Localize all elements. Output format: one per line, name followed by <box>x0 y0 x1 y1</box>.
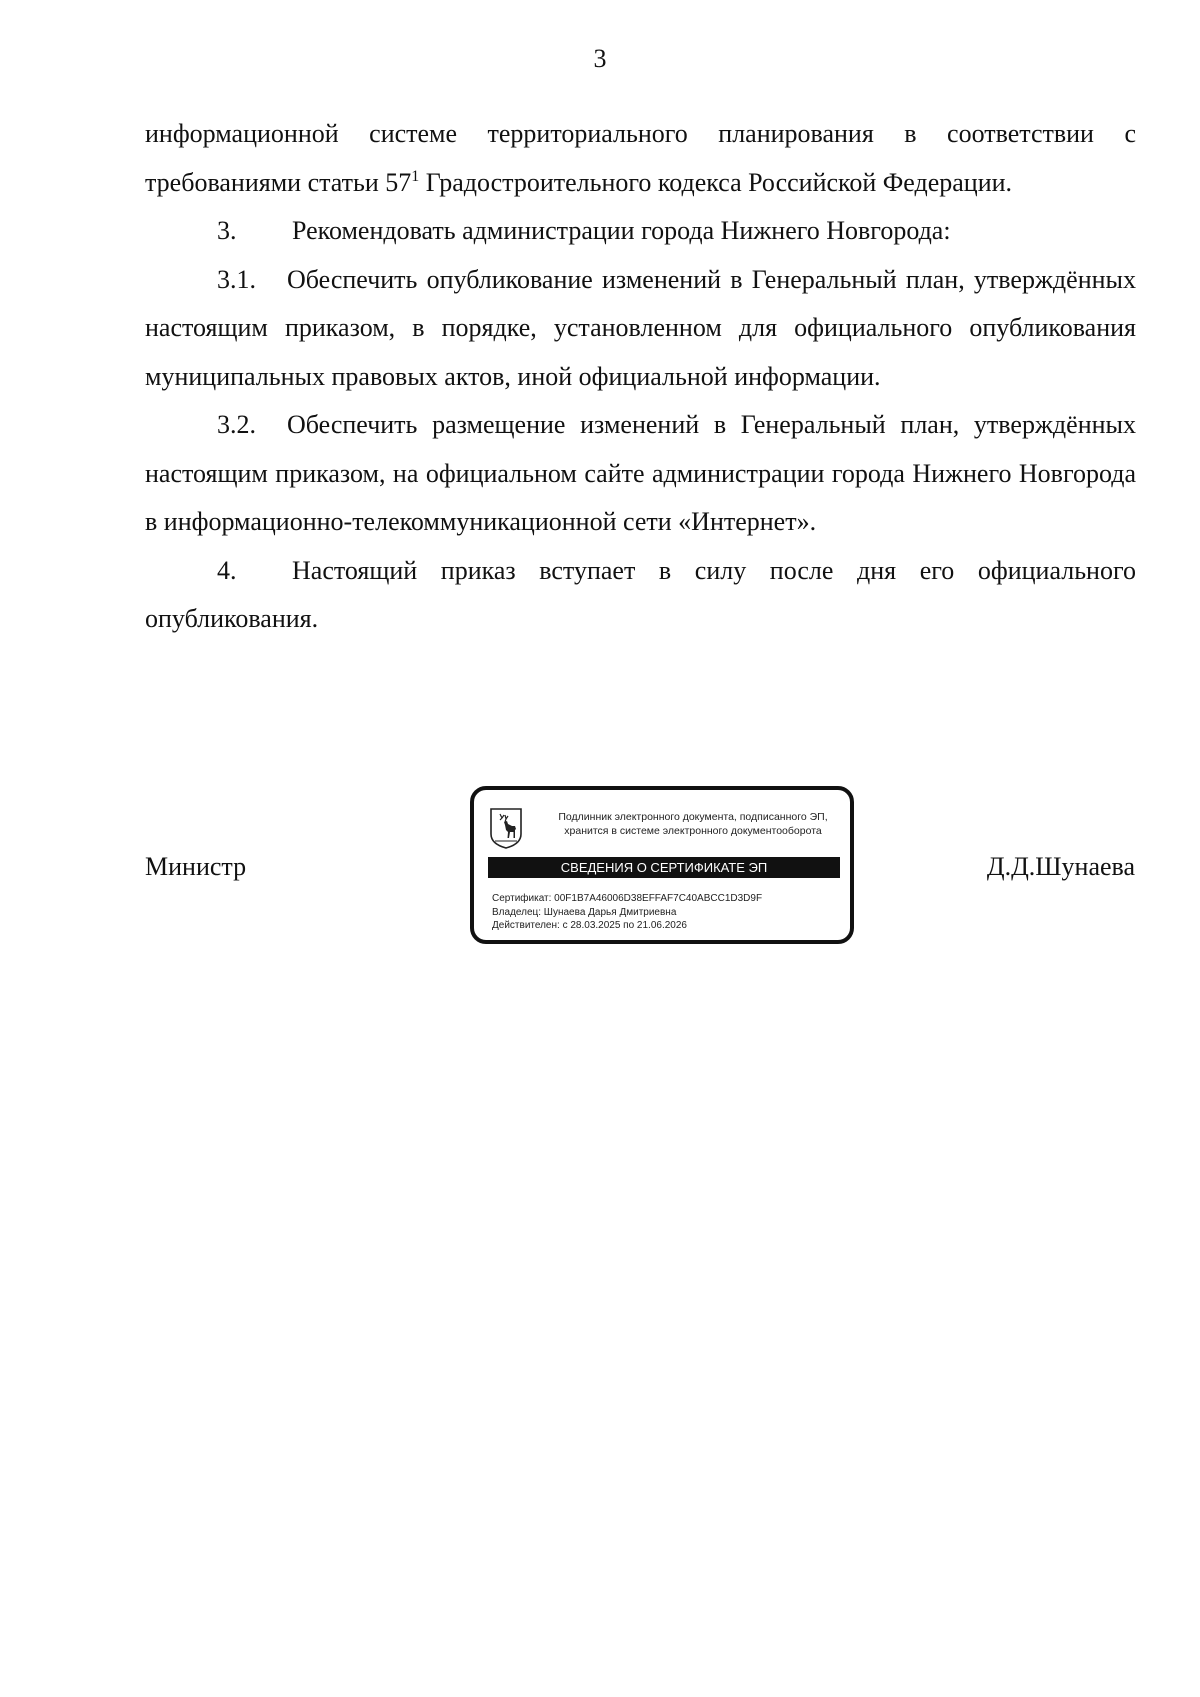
paragraph-3-1 <box>145 256 1136 402</box>
paragraph-4 <box>145 547 1136 644</box>
document-body <box>145 110 1136 644</box>
paragraph-number: 4. <box>217 555 237 585</box>
paragraph-text: информационной системе территориального планирования в соответствии с требованиями статьи 57 <box>145 119 1136 197</box>
paragraph-text: Рекомендовать администрации города Нижнего Новгорода: <box>292 216 951 245</box>
deer-emblem-icon <box>488 806 524 850</box>
stamp-header-line: Подлинник электронного документа, подписанного ЭП, <box>558 811 828 823</box>
paragraph-text: Обеспечить размещение изменений в Генеральный план, утверждённых настоящим приказом, на официальном сайте администрации города Нижнего Новгорода в информационно-телекоммуникационной сети «Интернет». <box>145 410 1136 536</box>
paragraph-number: 3.2. <box>217 410 256 439</box>
certificate-details <box>492 892 762 933</box>
paragraph-number: 3. <box>217 216 237 245</box>
paragraph-text: Обеспечить опубликование изменений в Генеральный план, утверждённых настоящим приказом, в порядке, установленном для официального опубликования муниципальных правовых актов, иной официальной информации. <box>145 264 1136 391</box>
paragraph-text: Настоящий приказ вступает в силу после дня его официального опубликования. <box>145 555 1136 633</box>
paragraph-3 <box>145 207 1136 256</box>
electronic-signature-stamp <box>470 786 854 944</box>
certificate-info-title: СВЕДЕНИЯ О СЕРТИФИКАТЕ ЭП <box>488 857 840 878</box>
signatory-name: Д.Д.Шунаева <box>986 852 1135 881</box>
certificate-serial: Сертификат: 00F1B7A46006D38EFFAF7C40ABCC1D3D9F <box>492 893 763 904</box>
paragraph-text: Градостроительного кодекса Российской Федерации. <box>419 167 1013 197</box>
paragraph-2-continuation <box>145 110 1136 207</box>
signatory-position: Министр <box>145 852 247 881</box>
paragraph-number: 3.1. <box>217 264 256 294</box>
superscript: 1 <box>411 167 420 185</box>
paragraph-3-2 <box>145 401 1136 547</box>
page-number: 3 <box>593 44 607 73</box>
certificate-owner: Владелец: Шунаева Дарья Дмитриевна <box>492 906 677 918</box>
stamp-header <box>538 810 848 838</box>
certificate-validity: Действителен: с 28.03.2025 по 21.06.2026 <box>492 920 687 931</box>
stamp-header-line: хранится в системе электронного документооборота <box>564 825 822 837</box>
